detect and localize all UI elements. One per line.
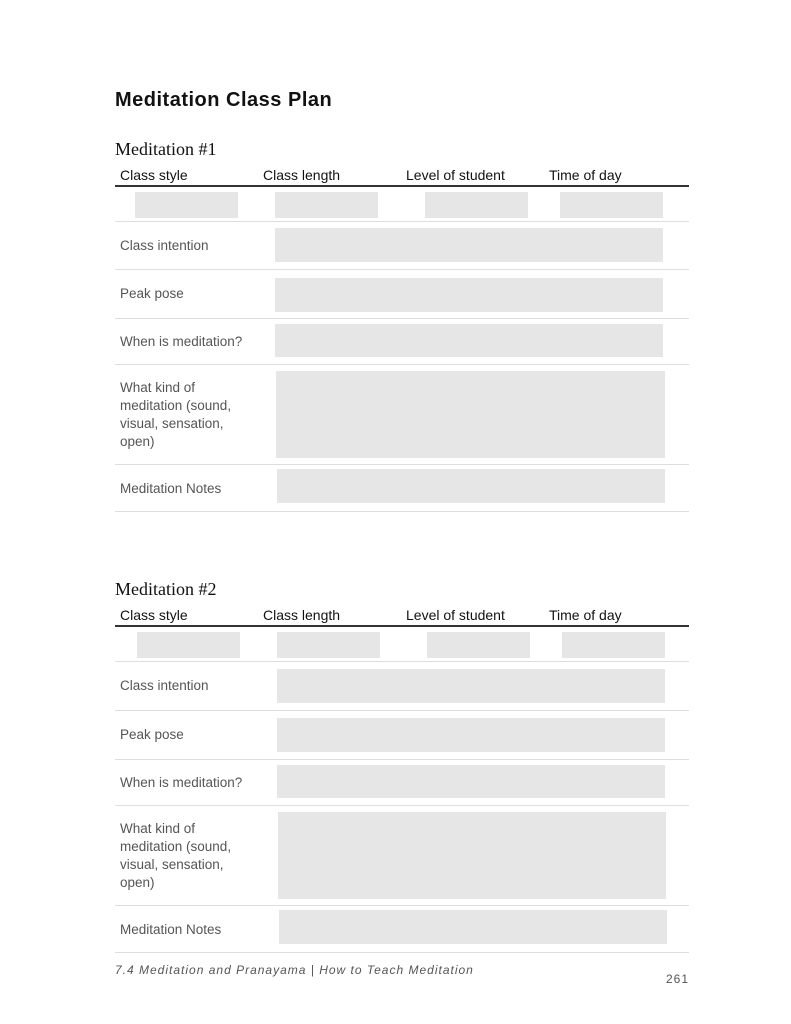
meditation-notes-field[interactable] bbox=[277, 469, 665, 503]
peak-pose-field[interactable] bbox=[277, 718, 665, 752]
meditation-notes-field[interactable] bbox=[279, 910, 667, 944]
meditation-kind-field[interactable] bbox=[278, 812, 666, 899]
meditation-kind-field[interactable] bbox=[276, 371, 665, 458]
class-style-field[interactable] bbox=[135, 192, 238, 218]
class-style-field[interactable] bbox=[137, 632, 240, 658]
meditation-notes-label: Meditation Notes bbox=[120, 922, 222, 937]
meditation-notes-row bbox=[115, 906, 689, 953]
level-of-student-field[interactable] bbox=[425, 192, 528, 218]
column-header-class-style: Class style bbox=[120, 607, 188, 623]
column-header-row bbox=[115, 167, 689, 187]
meditation-kind-row bbox=[115, 806, 689, 906]
section-title: Meditation #2 bbox=[115, 579, 217, 599]
when-is-meditation-label: When is meditation? bbox=[120, 334, 243, 349]
meditation-notes-row bbox=[115, 465, 689, 512]
class-length-field[interactable] bbox=[277, 632, 380, 658]
column-header-row bbox=[115, 607, 689, 627]
page-number: 261 bbox=[665, 972, 689, 986]
column-header-time-of-day: Time of day bbox=[549, 167, 622, 183]
peak-pose-label: Peak pose bbox=[120, 727, 184, 742]
peak-pose-label: Peak pose bbox=[120, 286, 184, 301]
column-header-time-of-day: Time of day bbox=[549, 607, 622, 623]
level-of-student-field[interactable] bbox=[427, 632, 530, 658]
column-fill-row bbox=[115, 627, 689, 662]
peak-pose-row bbox=[115, 711, 689, 760]
peak-pose-field[interactable] bbox=[275, 278, 663, 312]
when-is-meditation-label: When is meditation? bbox=[120, 775, 243, 790]
column-fill-row bbox=[115, 187, 689, 222]
class-intention-field[interactable] bbox=[275, 228, 663, 262]
peak-pose-row bbox=[115, 270, 689, 319]
time-of-day-field[interactable] bbox=[560, 192, 663, 218]
column-header-level-of-student: Level of student bbox=[406, 607, 505, 623]
page-title: Meditation Class Plan bbox=[115, 89, 333, 111]
column-header-class-length: Class length bbox=[263, 607, 341, 623]
class-length-field[interactable] bbox=[275, 192, 378, 218]
meditation-kind-row bbox=[115, 365, 689, 465]
column-header-level-of-student: Level of student bbox=[406, 167, 505, 183]
when-is-meditation-field[interactable] bbox=[275, 324, 663, 357]
column-header-class-length: Class length bbox=[263, 167, 341, 183]
class-intention-field[interactable] bbox=[277, 669, 665, 703]
meditation-notes-label: Meditation Notes bbox=[120, 481, 222, 496]
footer-running-title: 7.4 Meditation and Pranayama | How to Teach Meditation bbox=[115, 963, 474, 977]
meditation-kind-label: What kind of meditation (sound, visual, sensation, open) bbox=[120, 821, 232, 890]
when-is-meditation-row bbox=[115, 760, 689, 806]
column-header-class-style: Class style bbox=[120, 167, 188, 183]
meditation-section-2 bbox=[115, 577, 689, 953]
class-intention-label: Class intention bbox=[120, 238, 209, 253]
class-intention-row bbox=[115, 662, 689, 711]
section-title: Meditation #1 bbox=[115, 139, 217, 159]
meditation-section-1 bbox=[115, 137, 689, 512]
class-intention-label: Class intention bbox=[120, 678, 209, 693]
meditation-kind-label: What kind of meditation (sound, visual, sensation, open) bbox=[120, 380, 232, 449]
time-of-day-field[interactable] bbox=[562, 632, 665, 658]
when-is-meditation-field[interactable] bbox=[277, 765, 665, 798]
class-intention-row bbox=[115, 222, 689, 270]
when-is-meditation-row bbox=[115, 319, 689, 365]
